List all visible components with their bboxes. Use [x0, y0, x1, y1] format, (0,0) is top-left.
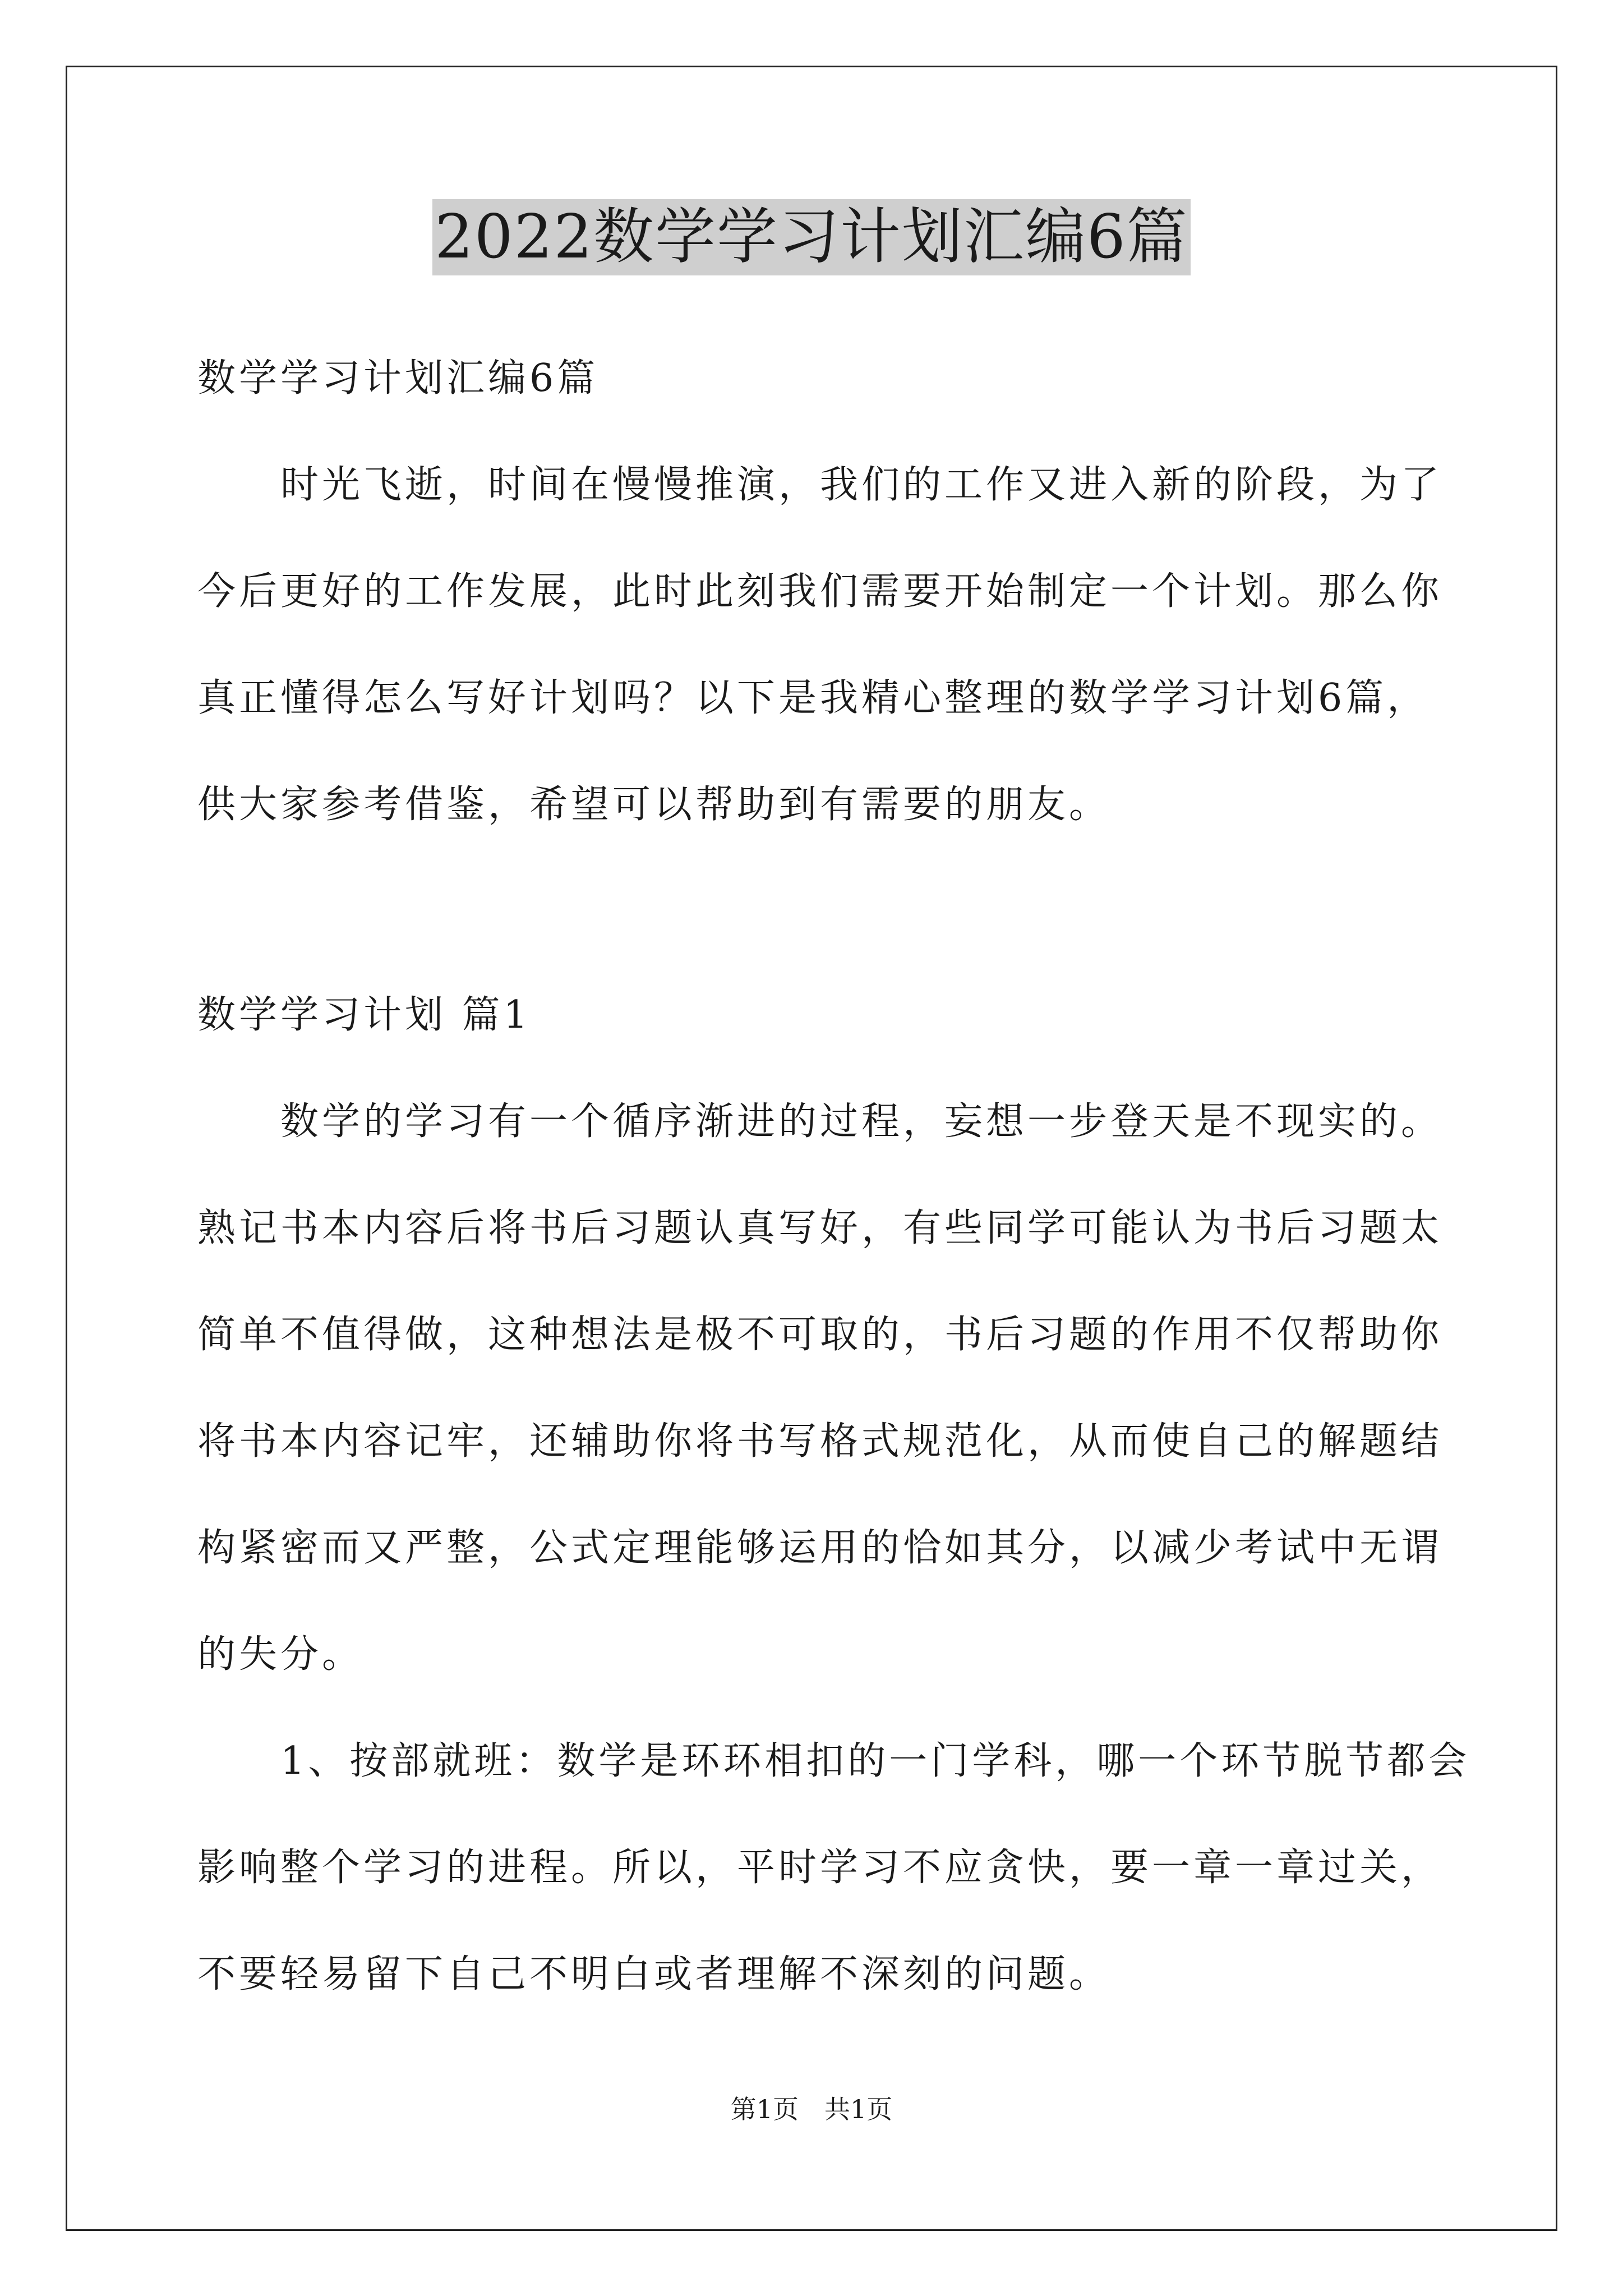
document-title	[0, 199, 1623, 278]
page-footer: 第1页 共1页	[730, 2094, 893, 2124]
document-title-text: 2022数学学习计划汇编6篇	[432, 199, 1191, 275]
paragraph-line: 熟记书本内容后将书后习题认真写好，有些同学可能认为书后习题太	[197, 1206, 1443, 1250]
intro-line: 真正懂得怎么写好计划吗？以下是我精心整理的数学学习计划6篇，	[197, 676, 1429, 720]
subtitle: 数学学习计划汇编6篇	[197, 356, 599, 401]
paragraph-line: 不要轻易留下自己不明白或者理解不深刻的问题。	[197, 1952, 1111, 1996]
paragraph-line: 的失分。	[197, 1632, 364, 1677]
section-heading: 数学学习计划 篇1	[197, 993, 531, 1037]
intro-line: 时光飞逝，时间在慢慢推演，我们的工作又进入新的阶段，为了	[280, 463, 1443, 507]
paragraph-line: 将书本内容记牢，还辅助你将书写格式规范化，从而使自己的解题结	[197, 1419, 1443, 1464]
paragraph-line: 影响整个学习的进程。所以，平时学习不应贪快，要一章一章过关，	[197, 1846, 1443, 1890]
paragraph-line: 构紧密而又严整，公式定理能够运用的恰如其分，以减少考试中无谓	[197, 1526, 1443, 1570]
paragraph-line: 1、按部就班：数学是环环相扣的一门学科，哪一个环节脱节都会	[280, 1739, 1470, 1783]
paragraph-line: 数学的学习有一个循序渐进的过程，妄想一步登天是不现实的。	[280, 1099, 1443, 1144]
intro-line: 今后更好的工作发展，此时此刻我们需要开始制定一个计划。那么你	[197, 569, 1443, 614]
paragraph-line: 简单不值得做，这种想法是极不可取的，书后习题的作用不仅帮助你	[197, 1313, 1443, 1357]
intro-line: 供大家参考借鉴，希望可以帮助到有需要的朋友。	[197, 783, 1111, 827]
